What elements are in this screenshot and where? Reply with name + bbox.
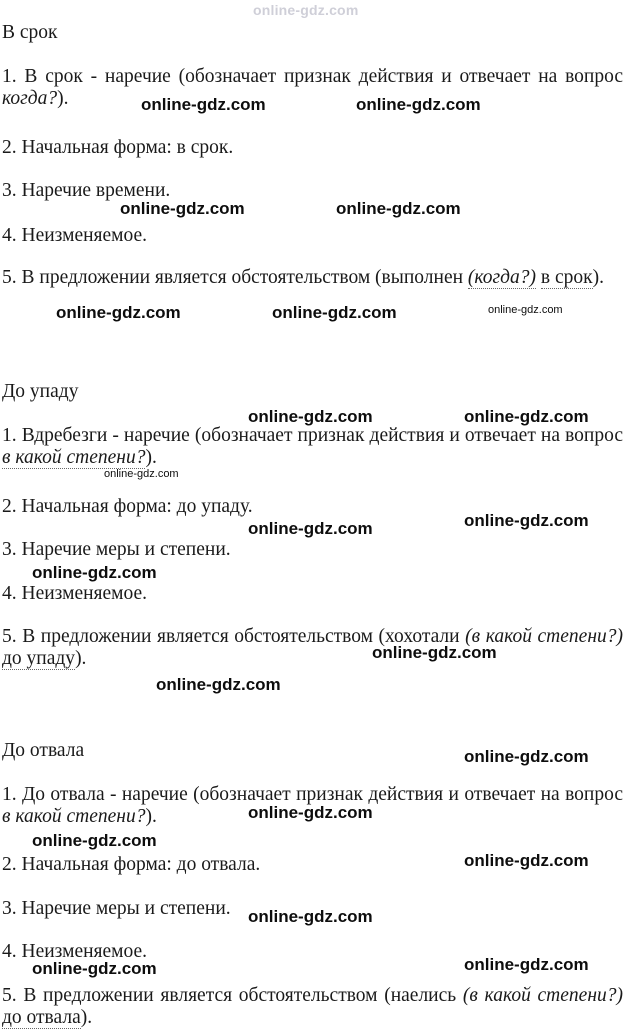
watermark: online-gdz.com: [356, 95, 481, 114]
question: (в какой степени?): [462, 985, 623, 1006]
watermark: online-gdz.com: [248, 519, 373, 538]
question: (когда?): [467, 267, 537, 288]
watermark: online-gdz.com: [464, 747, 589, 766]
item-end: ).: [592, 267, 604, 288]
section2-item1: [2, 425, 623, 469]
watermark: online-gdz.com: [120, 199, 245, 218]
item-text: 5. В предложении является обстоятельством (хохотали: [2, 626, 460, 647]
watermark: online-gdz.com: [336, 199, 461, 218]
item-text: 5. В предложении является обстоятельством (наелись: [2, 985, 457, 1006]
answer-word: в срок: [540, 267, 593, 288]
item-text: 1. Вдребезги - наречие (обозначает признак действия и отвечает на вопрос: [2, 425, 623, 446]
section1-item3: 3. Наречие времени.: [2, 180, 171, 201]
question: в какой степени?: [2, 447, 146, 468]
watermark: online-gdz.com: [248, 803, 373, 822]
section2-item5: [2, 626, 623, 670]
watermark: online-gdz.com: [464, 407, 589, 426]
question: (в какой степени?): [465, 626, 623, 647]
section1-item4: 4. Неизменяемое.: [2, 225, 148, 246]
watermark: online-gdz.com: [272, 303, 397, 322]
watermark: online-gdz.com: [488, 304, 563, 316]
watermark: online-gdz.com: [32, 563, 157, 582]
watermark: online-gdz.com: [56, 303, 181, 322]
watermark: online-gdz.com: [248, 907, 373, 926]
section2-item4: 4. Неизменяемое.: [2, 583, 148, 604]
section1-item2: 2. Начальная форма: в срок.: [2, 137, 234, 158]
question: в какой степени?: [2, 806, 146, 827]
watermark: online-gdz.com: [248, 407, 373, 426]
watermark: online-gdz.com: [464, 955, 589, 974]
question: когда?: [2, 88, 58, 109]
section-title-do-otvala: До отвала: [2, 740, 85, 761]
section3-item3: 3. Наречие меры и степени.: [2, 898, 231, 919]
item-text: 1. В срок - наречие (обозначает признак действия и отвечает на вопрос: [2, 66, 623, 87]
section1-item1: [2, 66, 623, 110]
answer-word: до упаду: [2, 648, 76, 669]
top-watermark: online-gdz.com: [253, 2, 359, 18]
watermark: online-gdz.com: [464, 511, 589, 530]
section2-item3: 3. Наречие меры и степени.: [2, 539, 231, 560]
section-title-v-srok: В срок: [2, 22, 58, 43]
watermark: online-gdz.com: [32, 959, 157, 978]
item-end: ).: [57, 88, 69, 109]
watermark: online-gdz.com: [32, 831, 157, 850]
section3-item4: 4. Неизменяемое.: [2, 941, 148, 962]
watermark: online-gdz.com: [156, 675, 281, 694]
watermark: online-gdz.com: [372, 643, 497, 662]
section2-item2: 2. Начальная форма: до упаду.: [2, 496, 253, 517]
watermark: online-gdz.com: [464, 851, 589, 870]
item-end: ).: [145, 806, 157, 827]
item-end: ).: [75, 648, 87, 669]
watermark: online-gdz.com: [141, 95, 266, 114]
answer-word: до отвала: [2, 1007, 81, 1028]
item-end: ).: [80, 1007, 93, 1028]
section-title-do-upadu: До упаду: [2, 381, 79, 402]
section1-item5: [2, 267, 623, 289]
item-end: ).: [145, 447, 157, 468]
section3-item2: 2. Начальная форма: до отвала.: [2, 854, 261, 875]
section3-item5: [2, 985, 623, 1029]
item-text: 1. До отвала - наречие (обозначает признак действия и отвечает на вопрос: [2, 784, 623, 805]
watermark: online-gdz.com: [104, 468, 179, 480]
item-text: 5. В предложении является обстоятельством (выполнен: [2, 267, 464, 288]
